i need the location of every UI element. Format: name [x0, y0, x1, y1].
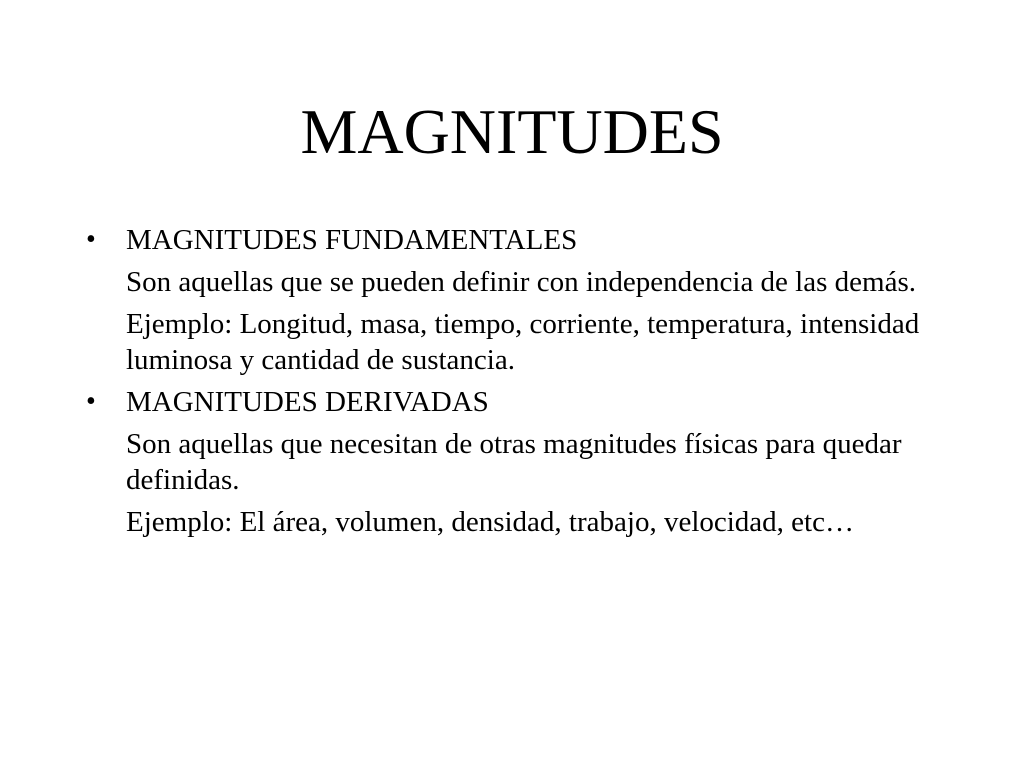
- bullet-icon: •: [86, 386, 96, 417]
- definition-paragraph: Son aquellas que necesitan de otras magnitudes físicas para quedar definidas.: [126, 428, 902, 496]
- slide-title: MAGNITUDES: [300, 96, 724, 167]
- definition-paragraph: Son aquellas que se pueden definir con independencia de las demás.: [126, 266, 916, 298]
- bullet-item-fundamentales: [0, 222, 1024, 378]
- bullet-heading: MAGNITUDES DERIVADAS: [126, 386, 489, 418]
- bullet-item-derivadas: [0, 384, 1024, 540]
- example-paragraph: Ejemplo: El área, volumen, densidad, trabajo, velocidad, etc…: [126, 506, 854, 538]
- bullet-heading: MAGNITUDES FUNDAMENTALES: [126, 224, 578, 256]
- slide-content: [0, 222, 1024, 540]
- example-paragraph: Ejemplo: Longitud, masa, tiempo, corriente, temperatura, intensidad luminosa y cantidad de sustancia.: [126, 308, 920, 376]
- bullet-icon: •: [86, 224, 96, 255]
